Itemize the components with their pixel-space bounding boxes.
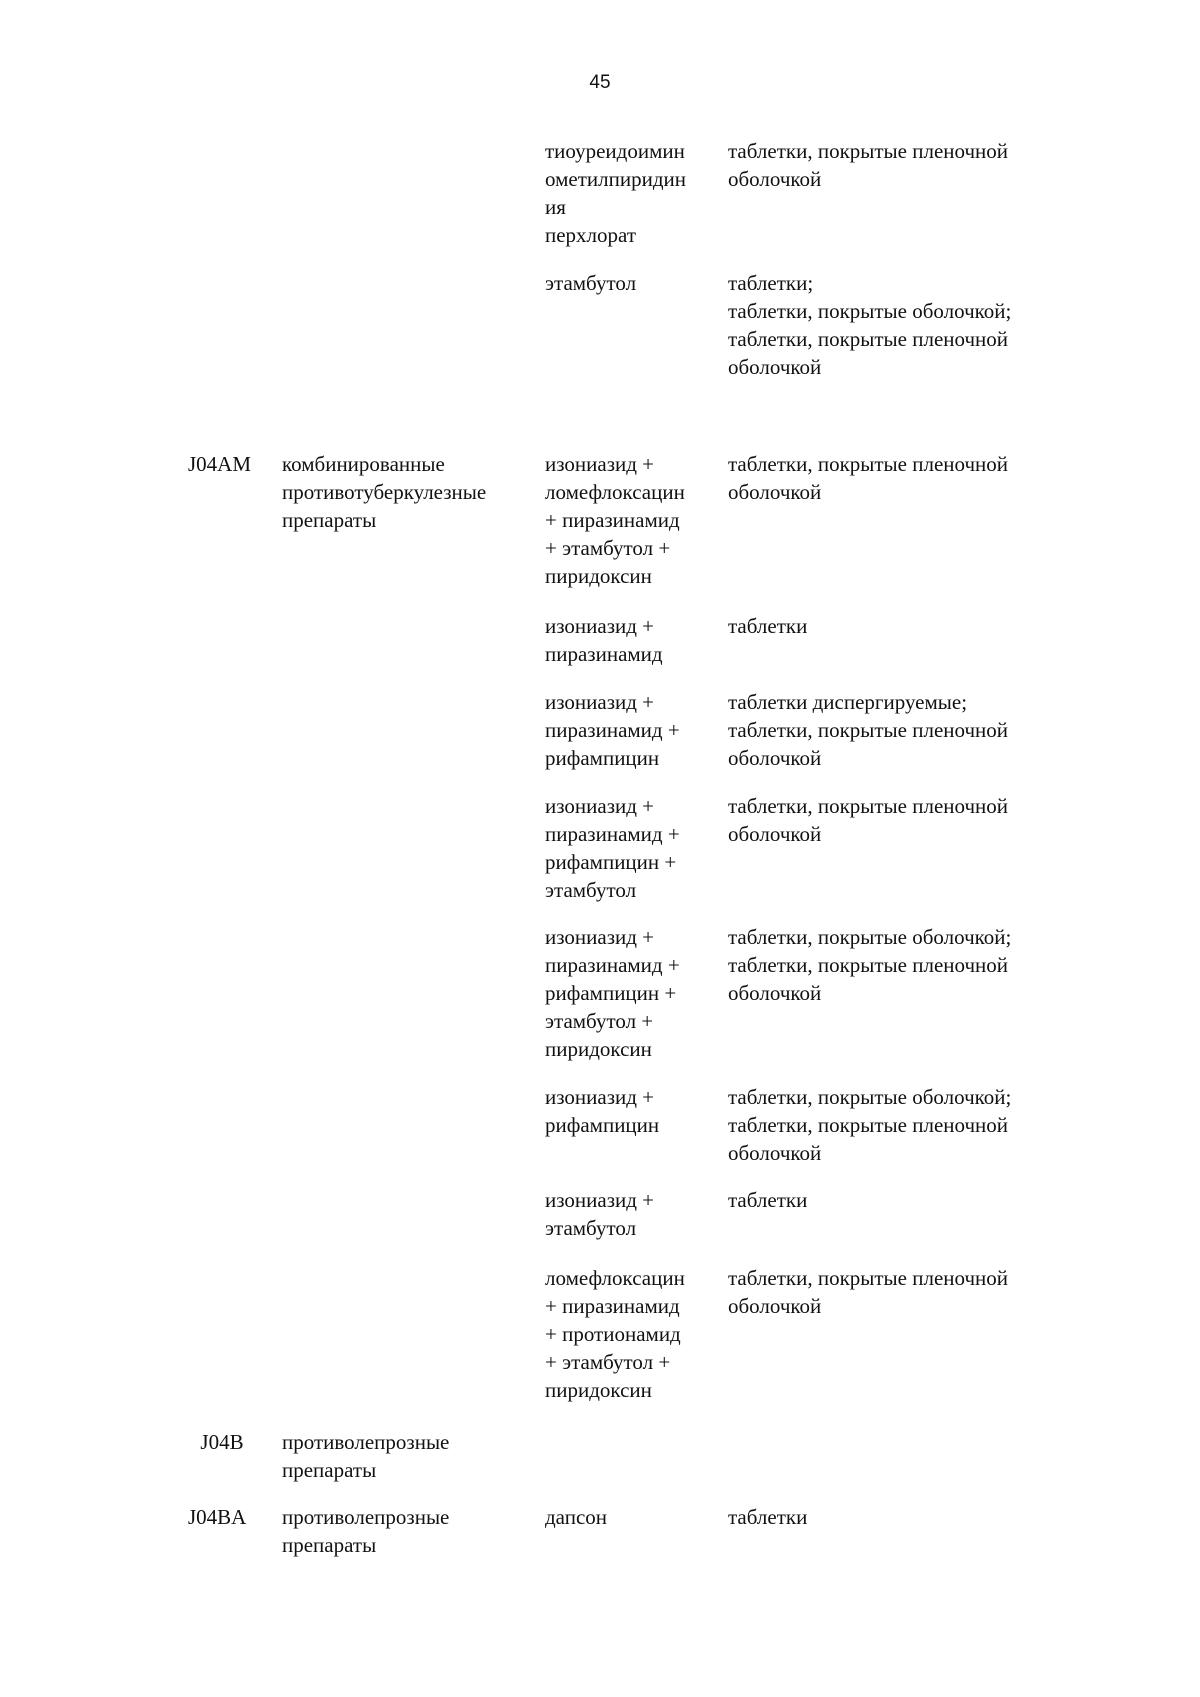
drug-name: изониазид + рифампицин bbox=[545, 1085, 660, 1137]
atc-code: J04AM bbox=[188, 452, 252, 476]
drug-name: ломефлоксацин + пиразинамид + протионамид + этамбутол + пиридоксин bbox=[545, 1266, 685, 1402]
dosage-form: таблетки, покрытые оболочкой; таблетки, покрытые пленочной оболочкой bbox=[728, 1085, 1012, 1165]
atc-group: противолепрозные препараты bbox=[282, 1505, 450, 1557]
drug-name: тиоуреидоимин ометилпиридин ия перхлорат bbox=[545, 139, 686, 247]
drug-name: дапсон bbox=[545, 1505, 608, 1529]
page-number: 45 bbox=[589, 72, 611, 93]
dosage-form: таблетки диспергируемые; таблетки, покрытые пленочной оболочкой bbox=[728, 690, 1009, 770]
dosage-form: таблетки, покрытые пленочной оболочкой bbox=[728, 452, 1009, 504]
drug-name: изониазид + пиразинамид + рифампицин bbox=[545, 690, 680, 770]
drug-name: изониазид + пиразинамид + рифампицин + этамбутол + пиридоксин bbox=[545, 925, 680, 1061]
drug-name: изониазид + пиразинамид + рифампицин + этамбутол bbox=[545, 794, 680, 902]
dosage-form: таблетки bbox=[728, 614, 808, 638]
drug-name: изониазид + пиразинамид bbox=[545, 614, 663, 666]
atc-code: J04BA bbox=[188, 1505, 247, 1529]
atc-group: комбинированные противотуберкулезные препараты bbox=[282, 452, 487, 532]
drug-name: изониазид + ломефлоксацин + пиразинамид + этамбутол + пиридоксин bbox=[545, 452, 685, 588]
dosage-form: таблетки, покрытые пленочной оболочкой bbox=[728, 139, 1009, 191]
drug-name: этамбутол bbox=[545, 271, 637, 295]
dosage-form: таблетки, покрытые оболочкой; таблетки, покрытые пленочной оболочкой bbox=[728, 925, 1012, 1005]
atc-code: J04B bbox=[200, 1430, 244, 1454]
dosage-form: таблетки, покрытые пленочной оболочкой bbox=[728, 794, 1009, 846]
dosage-form: таблетки bbox=[728, 1505, 808, 1529]
atc-group: противолепрозные препараты bbox=[282, 1430, 450, 1482]
dosage-form: таблетки bbox=[728, 1188, 808, 1212]
dosage-form: таблетки, покрытые пленочной оболочкой bbox=[728, 1266, 1009, 1318]
drug-name: изониазид + этамбутол bbox=[545, 1188, 655, 1240]
dosage-form: таблетки; таблетки, покрытые оболочкой; таблетки, покрытые пленочной оболочкой bbox=[728, 271, 1012, 379]
